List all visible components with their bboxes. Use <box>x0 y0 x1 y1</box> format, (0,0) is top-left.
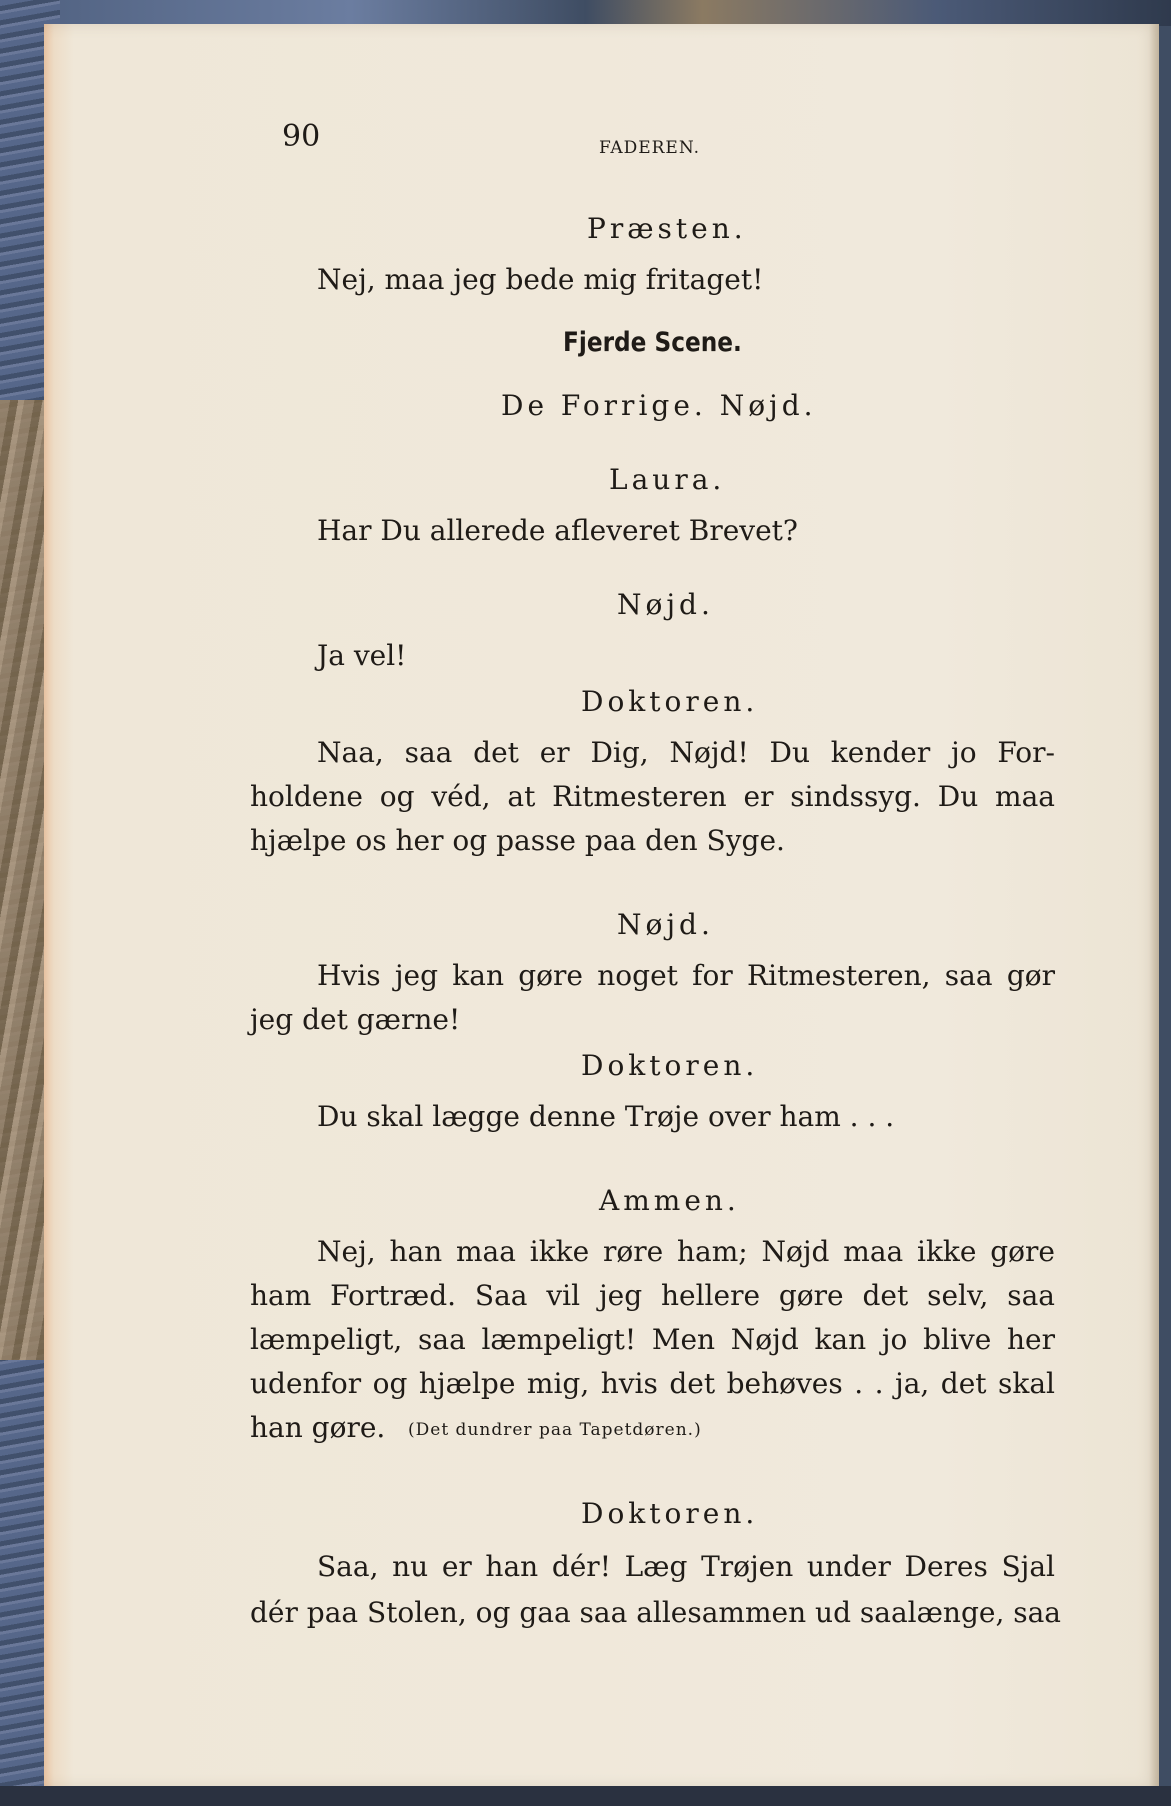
stage-persons: De Forrige. Nøjd. <box>501 389 817 422</box>
running-title: FADEREN. <box>599 138 701 158</box>
dialogue-line: hjælpe os her og passe paa den Syge. <box>250 824 785 857</box>
book-bottom-edge <box>0 1786 1171 1806</box>
book-top-edge <box>0 0 1171 26</box>
dialogue-line: dér paa Stolen, og gaa saa allesammen ud saalænge, saa <box>250 1596 1062 1629</box>
dialogue-line: han gøre. <box>250 1411 386 1444</box>
dialogue-line: Har Du allerede afleveret Brevet? <box>317 514 798 547</box>
speaker-doktoren: Doktoren. <box>581 1497 759 1530</box>
dialogue-line: holdene og véd, at Ritmesteren er sindssyg. Du maa <box>250 780 1055 813</box>
speaker-laura: Laura. <box>609 463 726 496</box>
speaker-nojd: Nøjd. <box>617 588 714 621</box>
dialogue-line: Ja vel! <box>317 639 407 672</box>
dialogue-line: Naa, saa det er Dig, Nøjd! Du kender jo For- <box>317 736 1055 769</box>
dialogue-line: Hvis jeg kan gøre noget for Ritmesteren, saa gør <box>317 959 1055 992</box>
stage-direction: (Det dundrer paa Tapetdøren.) <box>408 1420 702 1440</box>
dialogue-line: ham Fortræd. Saa vil jeg hellere gøre det selv, saa <box>250 1279 1055 1312</box>
dialogue-line: Saa, nu er han dér! Læg Trøjen under Deres Sjal <box>317 1550 1055 1583</box>
page-number: 90 <box>282 119 321 154</box>
speaker-doktoren: Doktoren. <box>581 685 759 718</box>
book-page <box>44 24 1159 1788</box>
speaker-nojd: Nøjd. <box>617 908 714 941</box>
dialogue-line: jeg det gærne! <box>250 1003 461 1036</box>
dialogue-line: Nej, han maa ikke røre ham; Nøjd maa ikke gøre <box>317 1235 1055 1268</box>
speaker-doktoren: Doktoren. <box>581 1049 759 1082</box>
speaker-ammen: Ammen. <box>599 1184 740 1217</box>
dialogue-line: udenfor og hjælpe mig, hvis det behøves . . ja, det skal <box>250 1367 1055 1400</box>
speaker-praesten: Præsten. <box>587 212 747 245</box>
dialogue-line: Nej, maa jeg bede mig fritaget! <box>317 263 764 296</box>
scene-title: Fjerde Scene. <box>563 327 742 358</box>
binding-wear <box>0 400 48 1360</box>
dialogue-line: Du skal lægge denne Trøje over ham . . . <box>317 1100 895 1133</box>
dialogue-line: læmpeligt, saa læmpeligt! Men Nøjd kan jo blive her <box>250 1323 1055 1356</box>
